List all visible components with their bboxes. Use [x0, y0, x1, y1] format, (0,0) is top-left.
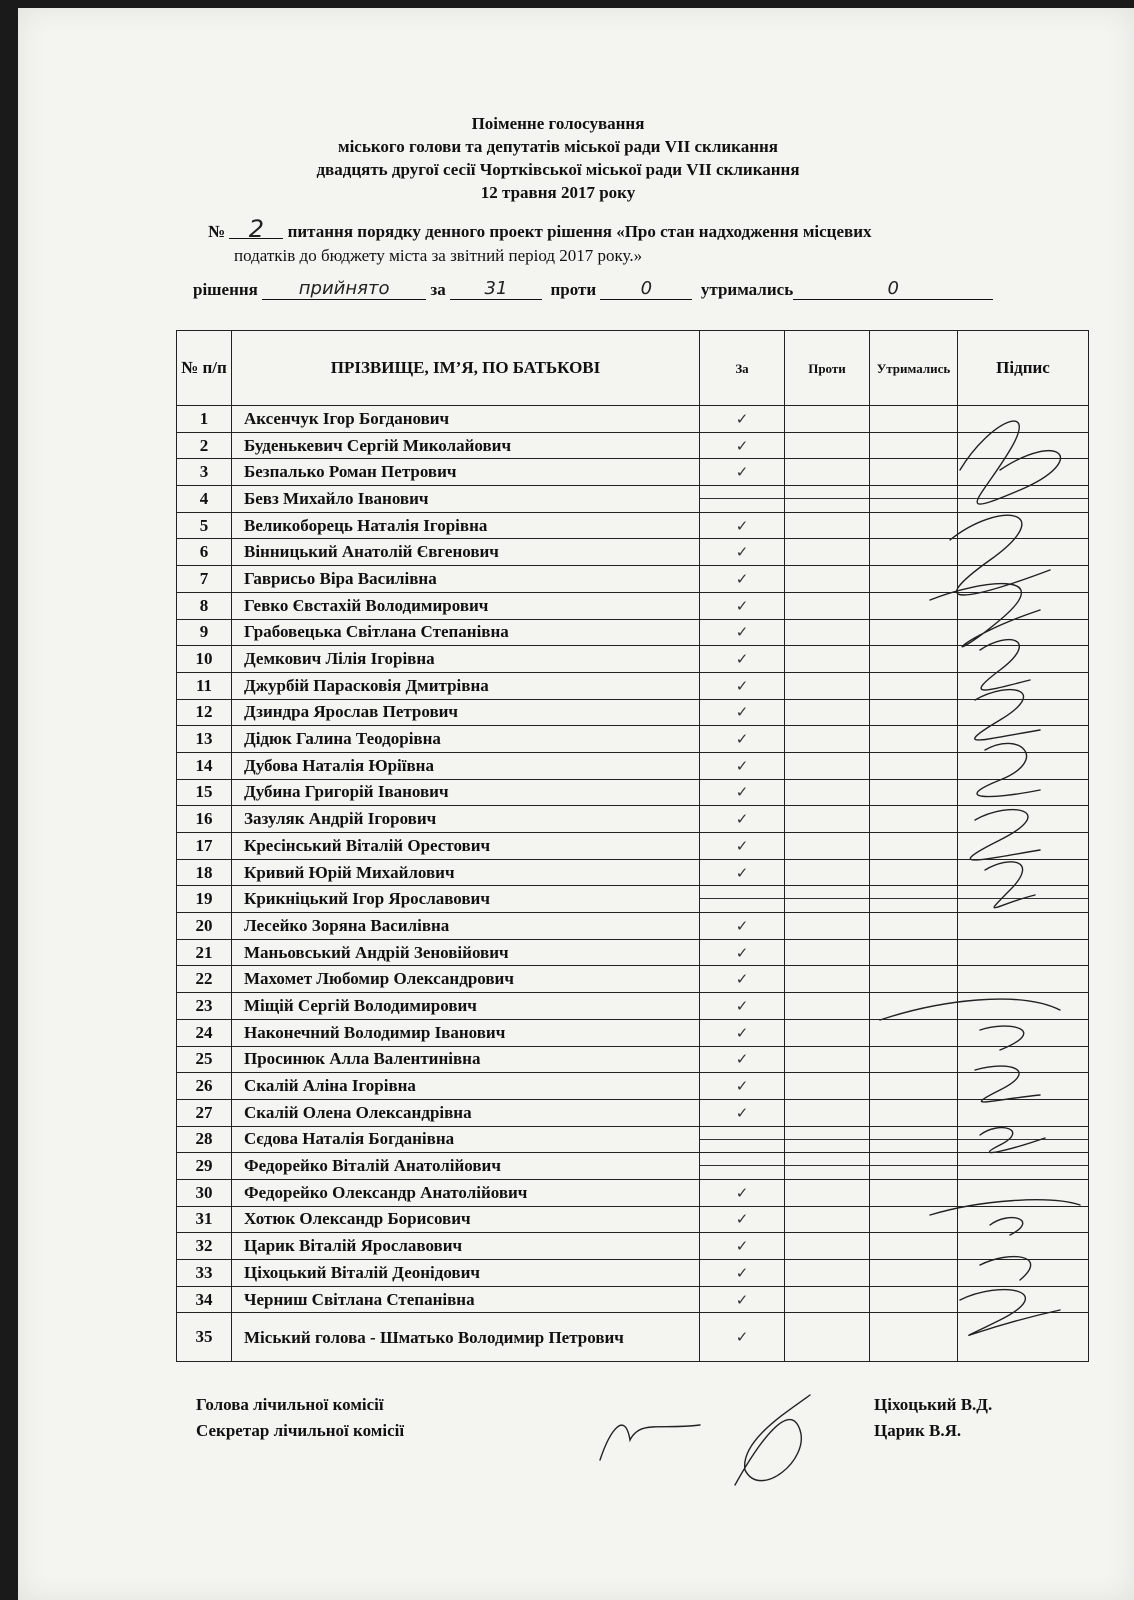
table-row — [177, 592, 1089, 619]
vote-for-mark: ✓ — [700, 566, 785, 593]
row-number: 21 — [177, 939, 232, 966]
member-name: Дідюк Галина Теодорівна — [232, 726, 700, 753]
vote-against-cell — [785, 993, 870, 1020]
table-row — [177, 966, 1089, 993]
vote-abstain-cell — [870, 512, 958, 539]
row-number: 17 — [177, 833, 232, 860]
vote-abstain-cell — [870, 406, 958, 433]
header-date: 12 травня 2017 року — [480, 183, 636, 202]
row-number: 15 — [177, 779, 232, 806]
vote-against-cell — [785, 566, 870, 593]
member-name: Просинюк Алла Валентинівна — [232, 1046, 700, 1073]
table-row — [177, 752, 1089, 779]
vote-abstain-cell — [870, 592, 958, 619]
against-count: 0 — [600, 278, 692, 300]
signature-cell — [958, 486, 1089, 513]
vote-for-mark: ✓ — [700, 1206, 785, 1233]
signature-cell — [958, 1126, 1089, 1153]
vote-abstain-cell — [870, 699, 958, 726]
vote-against-cell — [785, 646, 870, 673]
document-header — [0, 112, 1116, 204]
signature-cell — [958, 699, 1089, 726]
vote-against-cell — [785, 486, 870, 513]
secretary-name: Царик В.Я. — [874, 1421, 962, 1440]
issue-text-continued: податків до бюджету міста за звітний період 2017 року.» — [234, 246, 643, 265]
vote-abstain-cell — [870, 726, 958, 753]
vote-abstain-cell — [870, 1286, 958, 1313]
member-name: Сєдова Наталія Богданівна — [232, 1126, 700, 1153]
header-title: Поіменне голосування — [471, 114, 645, 133]
vote-for-mark: ✓ — [700, 1019, 785, 1046]
vote-for-mark — [700, 486, 785, 513]
member-name: Зазуляк Андрій Ігорович — [232, 806, 700, 833]
signature-cell — [958, 913, 1089, 940]
vote-against-cell — [785, 939, 870, 966]
row-number: 20 — [177, 913, 232, 940]
vote-against-cell — [785, 539, 870, 566]
vote-against-cell — [785, 1313, 870, 1362]
decision-label: рішення — [193, 280, 258, 299]
vote-abstain-cell — [870, 486, 958, 513]
member-name: Хотюк Олександр Борисович — [232, 1206, 700, 1233]
vote-against-cell — [785, 966, 870, 993]
vote-for-mark: ✓ — [700, 1260, 785, 1287]
row-number: 6 — [177, 539, 232, 566]
signature-cell — [958, 1099, 1089, 1126]
vote-for-mark: ✓ — [700, 406, 785, 433]
vote-abstain-cell — [870, 913, 958, 940]
member-name: Ціхоцький Віталій Деонідович — [232, 1260, 700, 1287]
table-row — [177, 406, 1089, 433]
table-row — [177, 833, 1089, 860]
vote-for-mark: ✓ — [700, 966, 785, 993]
signature-cell — [958, 1073, 1089, 1100]
signature-cell — [958, 966, 1089, 993]
vote-against-cell — [785, 512, 870, 539]
vote-against-cell — [785, 1153, 870, 1180]
row-number: 35 — [177, 1313, 232, 1362]
table-row — [177, 432, 1089, 459]
table-row — [177, 566, 1089, 593]
vote-against-cell — [785, 726, 870, 753]
signature-cell — [958, 672, 1089, 699]
vote-against-cell — [785, 672, 870, 699]
vote-abstain-cell — [870, 1206, 958, 1233]
vote-abstain-cell — [870, 806, 958, 833]
signature-cell — [958, 539, 1089, 566]
vote-abstain-cell — [870, 566, 958, 593]
vote-for-mark: ✓ — [700, 1286, 785, 1313]
member-name: Кривий Юрій Михайлович — [232, 859, 700, 886]
vote-for-mark: ✓ — [700, 993, 785, 1020]
member-name: Міський голова - Шматько Володимир Петрович — [232, 1313, 700, 1362]
vote-for-mark: ✓ — [700, 913, 785, 940]
member-name: Вінницький Анатолій Євгенович — [232, 539, 700, 566]
vote-for-mark: ✓ — [700, 779, 785, 806]
member-name: Аксенчук Ігор Богданович — [232, 406, 700, 433]
row-number: 2 — [177, 432, 232, 459]
member-name: Кресінський Віталій Орестович — [232, 833, 700, 860]
vote-for-mark: ✓ — [700, 1099, 785, 1126]
vote-for-mark — [700, 886, 785, 913]
vote-against-cell — [785, 459, 870, 486]
row-number: 12 — [177, 699, 232, 726]
vote-against-cell — [785, 432, 870, 459]
header-session: двадцять другої сесії Чортківської міської ради VII скликання — [316, 160, 800, 179]
against-label: проти — [550, 280, 597, 299]
vote-for-mark: ✓ — [700, 592, 785, 619]
signature-cell — [958, 566, 1089, 593]
vote-against-cell — [785, 859, 870, 886]
table-row — [177, 1153, 1089, 1180]
vote-against-cell — [785, 752, 870, 779]
vote-against-cell — [785, 1046, 870, 1073]
vote-abstain-cell — [870, 859, 958, 886]
row-number: 23 — [177, 993, 232, 1020]
vote-against-cell — [785, 406, 870, 433]
vote-against-cell — [785, 1206, 870, 1233]
row-number: 32 — [177, 1233, 232, 1260]
signature-cell — [958, 1179, 1089, 1206]
table-row — [177, 913, 1089, 940]
vote-for-mark: ✓ — [700, 752, 785, 779]
signature-cell — [958, 646, 1089, 673]
signature-cell — [958, 1286, 1089, 1313]
issue-number-prefix: № — [208, 222, 226, 241]
table-row — [177, 806, 1089, 833]
vote-abstain-cell — [870, 1019, 958, 1046]
header-name: ПРІЗВИЩЕ, ІМ’Я, ПО БАТЬКОВІ — [232, 331, 700, 406]
vote-against-cell — [785, 806, 870, 833]
footer-labels — [196, 1392, 404, 1444]
vote-for-mark — [700, 1126, 785, 1153]
table-row — [177, 726, 1089, 753]
signature-cell — [958, 512, 1089, 539]
vote-abstain-cell — [870, 1046, 958, 1073]
vote-against-cell — [785, 886, 870, 913]
row-number: 34 — [177, 1286, 232, 1313]
vote-abstain-cell — [870, 1233, 958, 1260]
vote-abstain-cell — [870, 646, 958, 673]
row-number: 27 — [177, 1099, 232, 1126]
row-number: 22 — [177, 966, 232, 993]
row-number: 13 — [177, 726, 232, 753]
vote-abstain-cell — [870, 1099, 958, 1126]
issue-text: питання порядку денного проект рішення «Про стан надходження місцевих — [287, 222, 872, 241]
row-number: 18 — [177, 859, 232, 886]
member-name: Грабовецька Світлана Степанівна — [232, 619, 700, 646]
vote-for-mark: ✓ — [700, 459, 785, 486]
row-number: 11 — [177, 672, 232, 699]
member-name: Черниш Світлана Степанівна — [232, 1286, 700, 1313]
signature-cell — [958, 1233, 1089, 1260]
agenda-issue — [208, 215, 1078, 268]
member-name: Бевз Михайло Іванович — [232, 486, 700, 513]
decision-value: прийнято — [262, 278, 426, 300]
table-row — [177, 646, 1089, 673]
for-label: за — [430, 280, 446, 299]
vote-for-mark: ✓ — [700, 726, 785, 753]
table-row — [177, 539, 1089, 566]
row-number: 4 — [177, 486, 232, 513]
vote-for-mark: ✓ — [700, 833, 785, 860]
vote-abstain-cell — [870, 833, 958, 860]
vote-abstain-cell — [870, 1073, 958, 1100]
table-row — [177, 993, 1089, 1020]
member-name: Великоборець Наталія Ігорівна — [232, 512, 700, 539]
table-row — [177, 1099, 1089, 1126]
for-count: 31 — [450, 278, 542, 300]
member-name: Дзиндра Ярослав Петрович — [232, 699, 700, 726]
member-name: Царик Віталій Ярославович — [232, 1233, 700, 1260]
decision-line — [193, 278, 1083, 300]
vote-abstain-cell — [870, 619, 958, 646]
vote-for-mark: ✓ — [700, 1046, 785, 1073]
table-body — [177, 406, 1089, 1362]
row-number: 9 — [177, 619, 232, 646]
vote-against-cell — [785, 1073, 870, 1100]
vote-for-mark: ✓ — [700, 619, 785, 646]
signature-cell — [958, 592, 1089, 619]
member-name: Міщій Сергій Володимирович — [232, 993, 700, 1020]
member-name: Джурбій Парасковія Дмитрівна — [232, 672, 700, 699]
vote-abstain-cell — [870, 432, 958, 459]
signature-cell — [958, 939, 1089, 966]
member-name: Скалій Олена Олександрівна — [232, 1099, 700, 1126]
header-signature: Підпис — [958, 331, 1089, 406]
row-number: 14 — [177, 752, 232, 779]
vote-abstain-cell — [870, 1260, 958, 1287]
roll-call-table — [176, 330, 1089, 1362]
vote-against-cell — [785, 1179, 870, 1206]
vote-against-cell — [785, 699, 870, 726]
header-subtitle: міського голови та депутатів міської ради VII скликання — [338, 137, 778, 156]
header-for: За — [700, 331, 785, 406]
table-header-row — [177, 331, 1089, 406]
signature-cell — [958, 619, 1089, 646]
issue-number: 2 — [229, 220, 283, 239]
vote-abstain-cell — [870, 886, 958, 913]
signature-cell — [958, 1046, 1089, 1073]
vote-abstain-cell — [870, 939, 958, 966]
vote-for-mark: ✓ — [700, 646, 785, 673]
row-number: 33 — [177, 1260, 232, 1287]
vote-for-mark: ✓ — [700, 672, 785, 699]
table-row — [177, 1286, 1089, 1313]
signature-cell — [958, 432, 1089, 459]
vote-against-cell — [785, 1099, 870, 1126]
table-row — [177, 779, 1089, 806]
table-row — [177, 859, 1089, 886]
row-number: 10 — [177, 646, 232, 673]
table-row — [177, 1260, 1089, 1287]
vote-abstain-cell — [870, 1126, 958, 1153]
table-row — [177, 1233, 1089, 1260]
member-name: Федорейко Віталій Анатолійович — [232, 1153, 700, 1180]
signature-cell — [958, 886, 1089, 913]
row-number: 26 — [177, 1073, 232, 1100]
vote-abstain-cell — [870, 993, 958, 1020]
vote-against-cell — [785, 913, 870, 940]
row-number: 24 — [177, 1019, 232, 1046]
member-name: Махомет Любомир Олександрович — [232, 966, 700, 993]
vote-for-mark: ✓ — [700, 432, 785, 459]
table-row — [177, 512, 1089, 539]
member-name: Скалій Аліна Ігорівна — [232, 1073, 700, 1100]
vote-for-mark: ✓ — [700, 1233, 785, 1260]
table-row — [177, 1179, 1089, 1206]
table-row — [177, 1073, 1089, 1100]
vote-abstain-cell — [870, 1153, 958, 1180]
vote-abstain-cell — [870, 752, 958, 779]
vote-for-mark: ✓ — [700, 1313, 785, 1362]
header-against: Проти — [785, 331, 870, 406]
table-row — [177, 699, 1089, 726]
chair-label: Голова лічильної комісії — [196, 1395, 384, 1414]
vote-abstain-cell — [870, 1313, 958, 1362]
vote-for-mark: ✓ — [700, 1073, 785, 1100]
row-number: 19 — [177, 886, 232, 913]
vote-abstain-cell — [870, 1179, 958, 1206]
member-name: Демкович Лілія Ігорівна — [232, 646, 700, 673]
table-row — [177, 886, 1089, 913]
header-abstain: Утримались — [870, 331, 958, 406]
vote-against-cell — [785, 1126, 870, 1153]
signature-cell — [958, 833, 1089, 860]
chair-name: Ціхоцький В.Д. — [874, 1395, 993, 1414]
member-name: Гевко Євстахій Володимирович — [232, 592, 700, 619]
vote-abstain-cell — [870, 459, 958, 486]
table-row — [177, 1019, 1089, 1046]
abstain-label: утримались — [700, 280, 794, 299]
signature-cell — [958, 1206, 1089, 1233]
member-name: Крикніцький Ігор Ярославович — [232, 886, 700, 913]
vote-for-mark — [700, 1153, 785, 1180]
header-number: № п/п — [177, 331, 232, 406]
member-name: Безпалько Роман Петрович — [232, 459, 700, 486]
vote-for-mark: ✓ — [700, 512, 785, 539]
row-number: 29 — [177, 1153, 232, 1180]
member-name: Дубова Наталія Юріївна — [232, 752, 700, 779]
vote-abstain-cell — [870, 779, 958, 806]
vote-against-cell — [785, 833, 870, 860]
table-row — [177, 1126, 1089, 1153]
vote-against-cell — [785, 1286, 870, 1313]
row-number: 25 — [177, 1046, 232, 1073]
table-row — [177, 619, 1089, 646]
row-number: 1 — [177, 406, 232, 433]
secretary-label: Секретар лічильної комісії — [196, 1421, 405, 1440]
vote-for-mark: ✓ — [700, 1179, 785, 1206]
vote-against-cell — [785, 1233, 870, 1260]
vote-against-cell — [785, 779, 870, 806]
signature-cell — [958, 1260, 1089, 1287]
member-name: Федорейко Олександр Анатолійович — [232, 1179, 700, 1206]
signature-cell — [958, 993, 1089, 1020]
signature-cell — [958, 806, 1089, 833]
signature-cell — [958, 1019, 1089, 1046]
row-number: 30 — [177, 1179, 232, 1206]
row-number: 8 — [177, 592, 232, 619]
signature-cell — [958, 1313, 1089, 1362]
member-name: Дубина Григорій Іванович — [232, 779, 700, 806]
member-name: Наконечний Володимир Іванович — [232, 1019, 700, 1046]
vote-for-mark: ✓ — [700, 806, 785, 833]
vote-abstain-cell — [870, 672, 958, 699]
member-name: Лесейко Зоряна Василівна — [232, 913, 700, 940]
signature-cell — [958, 859, 1089, 886]
row-number: 7 — [177, 566, 232, 593]
vote-for-mark: ✓ — [700, 939, 785, 966]
abstain-count: 0 — [793, 278, 993, 300]
vote-against-cell — [785, 1019, 870, 1046]
vote-abstain-cell — [870, 539, 958, 566]
signature-cell — [958, 726, 1089, 753]
member-name: Буденькевич Сергій Миколайович — [232, 432, 700, 459]
table-row — [177, 1313, 1089, 1362]
table-row — [177, 672, 1089, 699]
signature-cell — [958, 1153, 1089, 1180]
table-row — [177, 1046, 1089, 1073]
row-number: 31 — [177, 1206, 232, 1233]
vote-for-mark: ✓ — [700, 539, 785, 566]
row-number: 16 — [177, 806, 232, 833]
signature-cell — [958, 779, 1089, 806]
vote-for-mark: ✓ — [700, 699, 785, 726]
vote-against-cell — [785, 619, 870, 646]
signature-cell — [958, 459, 1089, 486]
vote-abstain-cell — [870, 966, 958, 993]
row-number: 28 — [177, 1126, 232, 1153]
vote-against-cell — [785, 592, 870, 619]
table-row — [177, 939, 1089, 966]
table-row — [177, 459, 1089, 486]
member-name: Гаврисьо Віра Василівна — [232, 566, 700, 593]
table-row — [177, 486, 1089, 513]
signature-cell — [958, 406, 1089, 433]
vote-for-mark: ✓ — [700, 859, 785, 886]
signature-cell — [958, 752, 1089, 779]
table-row — [177, 1206, 1089, 1233]
row-number: 5 — [177, 512, 232, 539]
member-name: Маньовський Андрій Зеновійович — [232, 939, 700, 966]
vote-against-cell — [785, 1260, 870, 1287]
footer-names — [874, 1392, 992, 1444]
row-number: 3 — [177, 459, 232, 486]
